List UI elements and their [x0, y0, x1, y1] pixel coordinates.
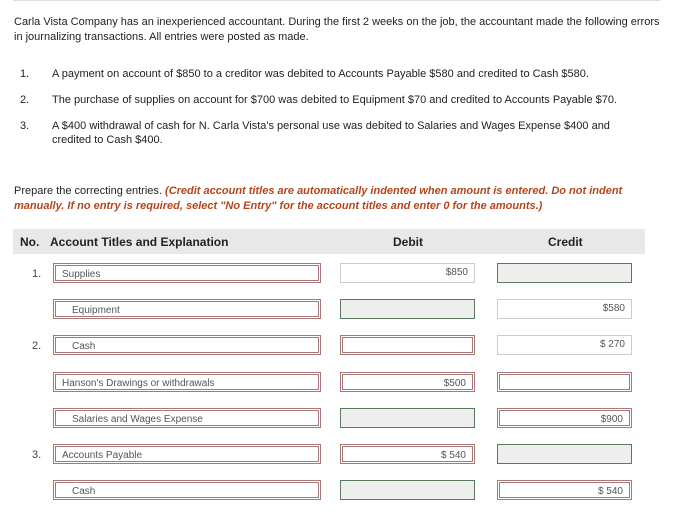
account-title-field[interactable]: Supplies: [53, 263, 321, 283]
item-number: 1.: [20, 68, 30, 80]
table-row: [0, 408, 700, 432]
account-title-field[interactable]: Cash: [53, 480, 321, 500]
account-title-field[interactable]: Salaries and Wages Expense: [53, 408, 321, 428]
table-row: [0, 263, 700, 287]
account-title-field[interactable]: Cash: [53, 335, 321, 355]
entry-number: 2.: [32, 340, 42, 353]
table-row: [0, 480, 700, 504]
entry-number: 3.: [32, 449, 42, 461]
debit-field[interactable]: [340, 299, 475, 319]
top-divider: [13, 0, 660, 1]
debit-field[interactable]: [340, 480, 475, 500]
problem-intro: Carla Vista Company has an inexperienced accountant. During the first 2 weeks on the job, the accountant made the following errors in journalizing transactions. All entries were posted as made.: [14, 16, 660, 43]
debit-field[interactable]: $850: [340, 263, 475, 283]
credit-field[interactable]: $ 540: [497, 480, 632, 500]
table-row: [0, 299, 700, 323]
item-text: A $400 withdrawal of cash for N. Carla Vista's personal use was debited to Salaries and Wages Expense $400 and credited to Cash $400.: [52, 120, 610, 146]
credit-field[interactable]: $580: [497, 299, 632, 319]
table-row: [0, 335, 700, 359]
account-title-field[interactable]: Equipment: [53, 299, 321, 319]
table-row: [0, 444, 700, 468]
credit-field[interactable]: $900: [497, 408, 632, 428]
header-credit: Credit: [548, 235, 583, 249]
item-number: 3.: [20, 120, 30, 132]
header-debit: Debit: [393, 235, 423, 249]
credit-field[interactable]: [497, 444, 632, 464]
instruction-note: (Credit account titles are automatically indented when amount is entered. Do not indent manually. If no entry is required, select "No Entry" for the account titles and enter 0 for the amounts.): [14, 185, 623, 212]
prepare-text: Prepare the correcting entries.: [14, 185, 162, 197]
entry-number: 1.: [32, 268, 42, 280]
debit-field[interactable]: [340, 335, 475, 355]
instructions: [14, 184, 664, 214]
debit-field[interactable]: [340, 408, 475, 428]
item-text: The purchase of supplies on account for $700 was debited to Equipment $70 and credited to Accounts Payable $70.: [52, 94, 618, 106]
account-title-field[interactable]: Accounts Payable: [53, 444, 321, 464]
header-no: No.: [20, 235, 40, 249]
table-row: [0, 372, 700, 396]
account-title-field[interactable]: Hanson's Drawings or withdrawals: [53, 372, 321, 392]
item-number: 2.: [20, 94, 30, 106]
debit-field[interactable]: $ 540: [340, 444, 475, 464]
credit-field[interactable]: [497, 263, 632, 283]
header-account: Account Titles and Explanation: [50, 235, 229, 249]
credit-field[interactable]: [497, 372, 632, 392]
debit-field[interactable]: $500: [340, 372, 475, 392]
table-header: [13, 229, 645, 254]
credit-field[interactable]: $ 270: [497, 335, 632, 355]
item-text: A payment on account of $850 to a creditor was debited to Accounts Payable $580 and credited to Cash $580.: [52, 68, 589, 80]
